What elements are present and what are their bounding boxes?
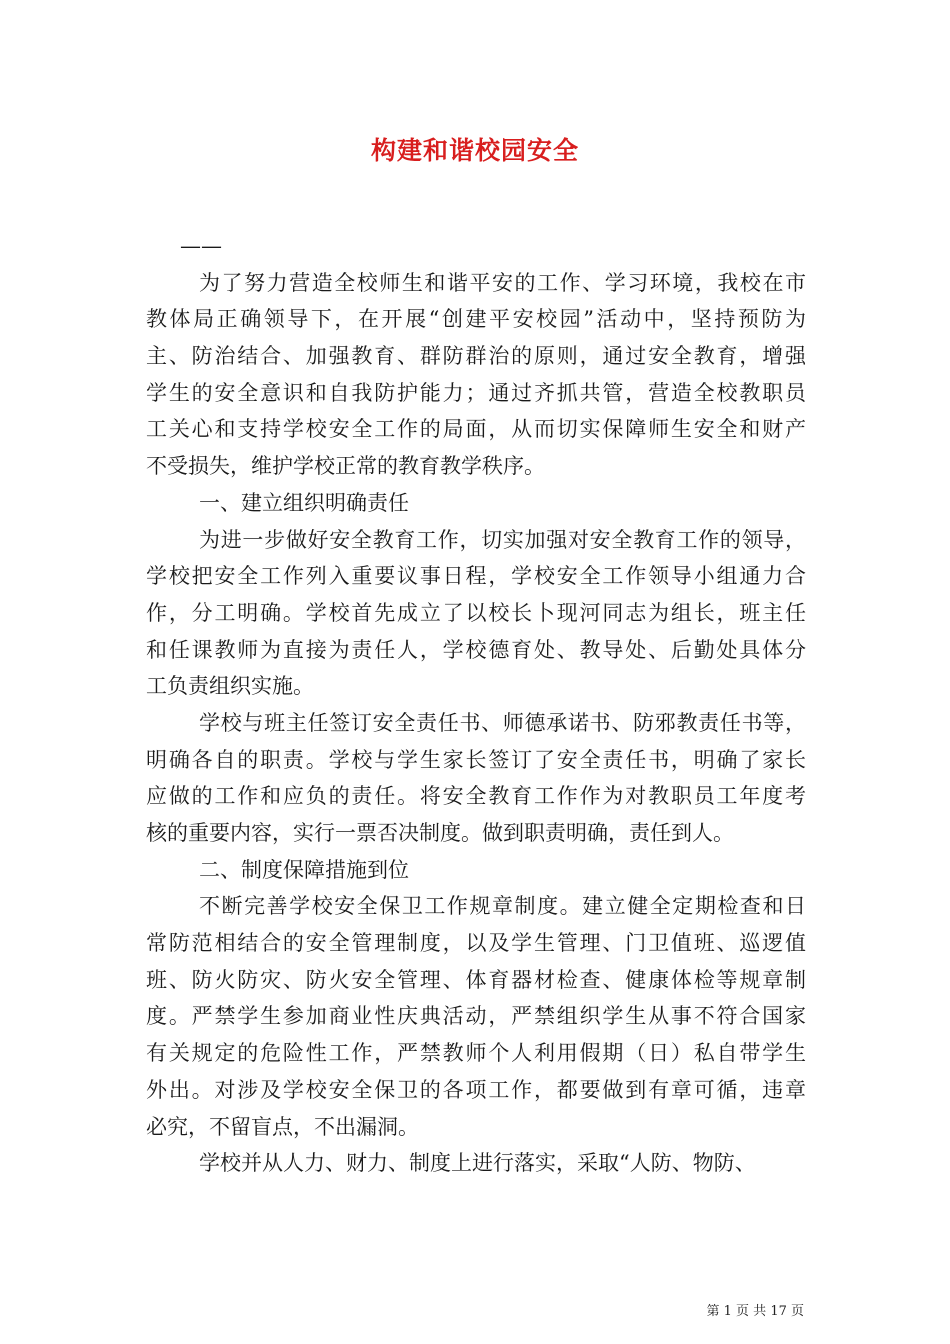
page-number-footer: 第 1 页 共 17 页 (706, 1304, 804, 1319)
document-title: 构建和谐校园安全 (370, 136, 579, 165)
body-line: 不断完善学校安全保卫工作规章制度。建立健全定期检查和日 (199, 894, 806, 919)
body-line: 核的重要内容，实行一票否决制度。做到职责明确，责任到人。 (146, 821, 734, 845)
section-heading: 二、制度保障措施到位 (199, 857, 409, 882)
body-line: 度。严禁学生参加商业性庆典活动，严禁组织学生从事不符合国家 (146, 1004, 806, 1029)
document-body (146, 228, 806, 1182)
body-line: 主、防治结合、加强教育、群防群治的原则，通过安全教育，增强 (146, 344, 806, 369)
body-line: 外出。对涉及学校安全保卫的各项工作，都要做到有章可循，违章 (146, 1077, 806, 1102)
body-line: 常防范相结合的安全管理制度，以及学生管理、门卫值班、巡逻值 (146, 931, 806, 956)
body-line: 明确各自的职责。学校与学生家长签订了安全责任书，明确了家长 (146, 747, 806, 772)
body-line: 作，分工明确。学校首先成立了以校长卜现河同志为组长，班主任 (146, 600, 806, 625)
body-line: 教体局正确领导下，在开展“创建平安校园”活动中，坚持预防为 (146, 307, 806, 332)
body-line: 必究，不留盲点，不出漏洞。 (146, 1114, 419, 1139)
body-line: 为进一步做好安全教育工作，切实加强对安全教育工作的领导， (199, 527, 806, 552)
body-line: 和任课教师为直接为责任人，学校德育处、教导处、后勤处具体分 (146, 637, 806, 662)
body-line: 学生的安全意识和自我防护能力；通过齐抓共管，营造全校教职员 (146, 380, 806, 405)
body-line: 学校并从人力、财力、制度上进行落实，采取“人防、物防、 (199, 1151, 756, 1176)
body-line: 班、防火防灾、防火安全管理、体育器材检查、健康体检等规章制 (146, 967, 806, 992)
body-line: 有关规定的危险性工作，严禁教师个人利用假期（日）私自带学生 (146, 1041, 806, 1066)
body-line: 工负责组织实施。 (146, 674, 314, 699)
body-line: 学校与班主任签订安全责任书、师德承诺书、防邪教责任书等， (199, 710, 806, 735)
section-heading: 一、建立组织明确责任 (199, 490, 409, 515)
body-line: 为了努力营造全校师生和谐平安的工作、学习环境，我校在市 (199, 270, 806, 295)
body-line: 学校把安全工作列入重要议事日程，学校安全工作领导小组通力合 (146, 564, 806, 589)
body-line: 工关心和支持学校安全工作的局面，从而切实保障师生安全和财产 (146, 417, 806, 442)
body-line: —— (180, 234, 222, 258)
body-line: 不受损失，维护学校正常的教育教学秩序。 (146, 454, 545, 479)
body-line: 应做的工作和应负的责任。将安全教育工作作为对教职员工年度考 (146, 784, 806, 809)
